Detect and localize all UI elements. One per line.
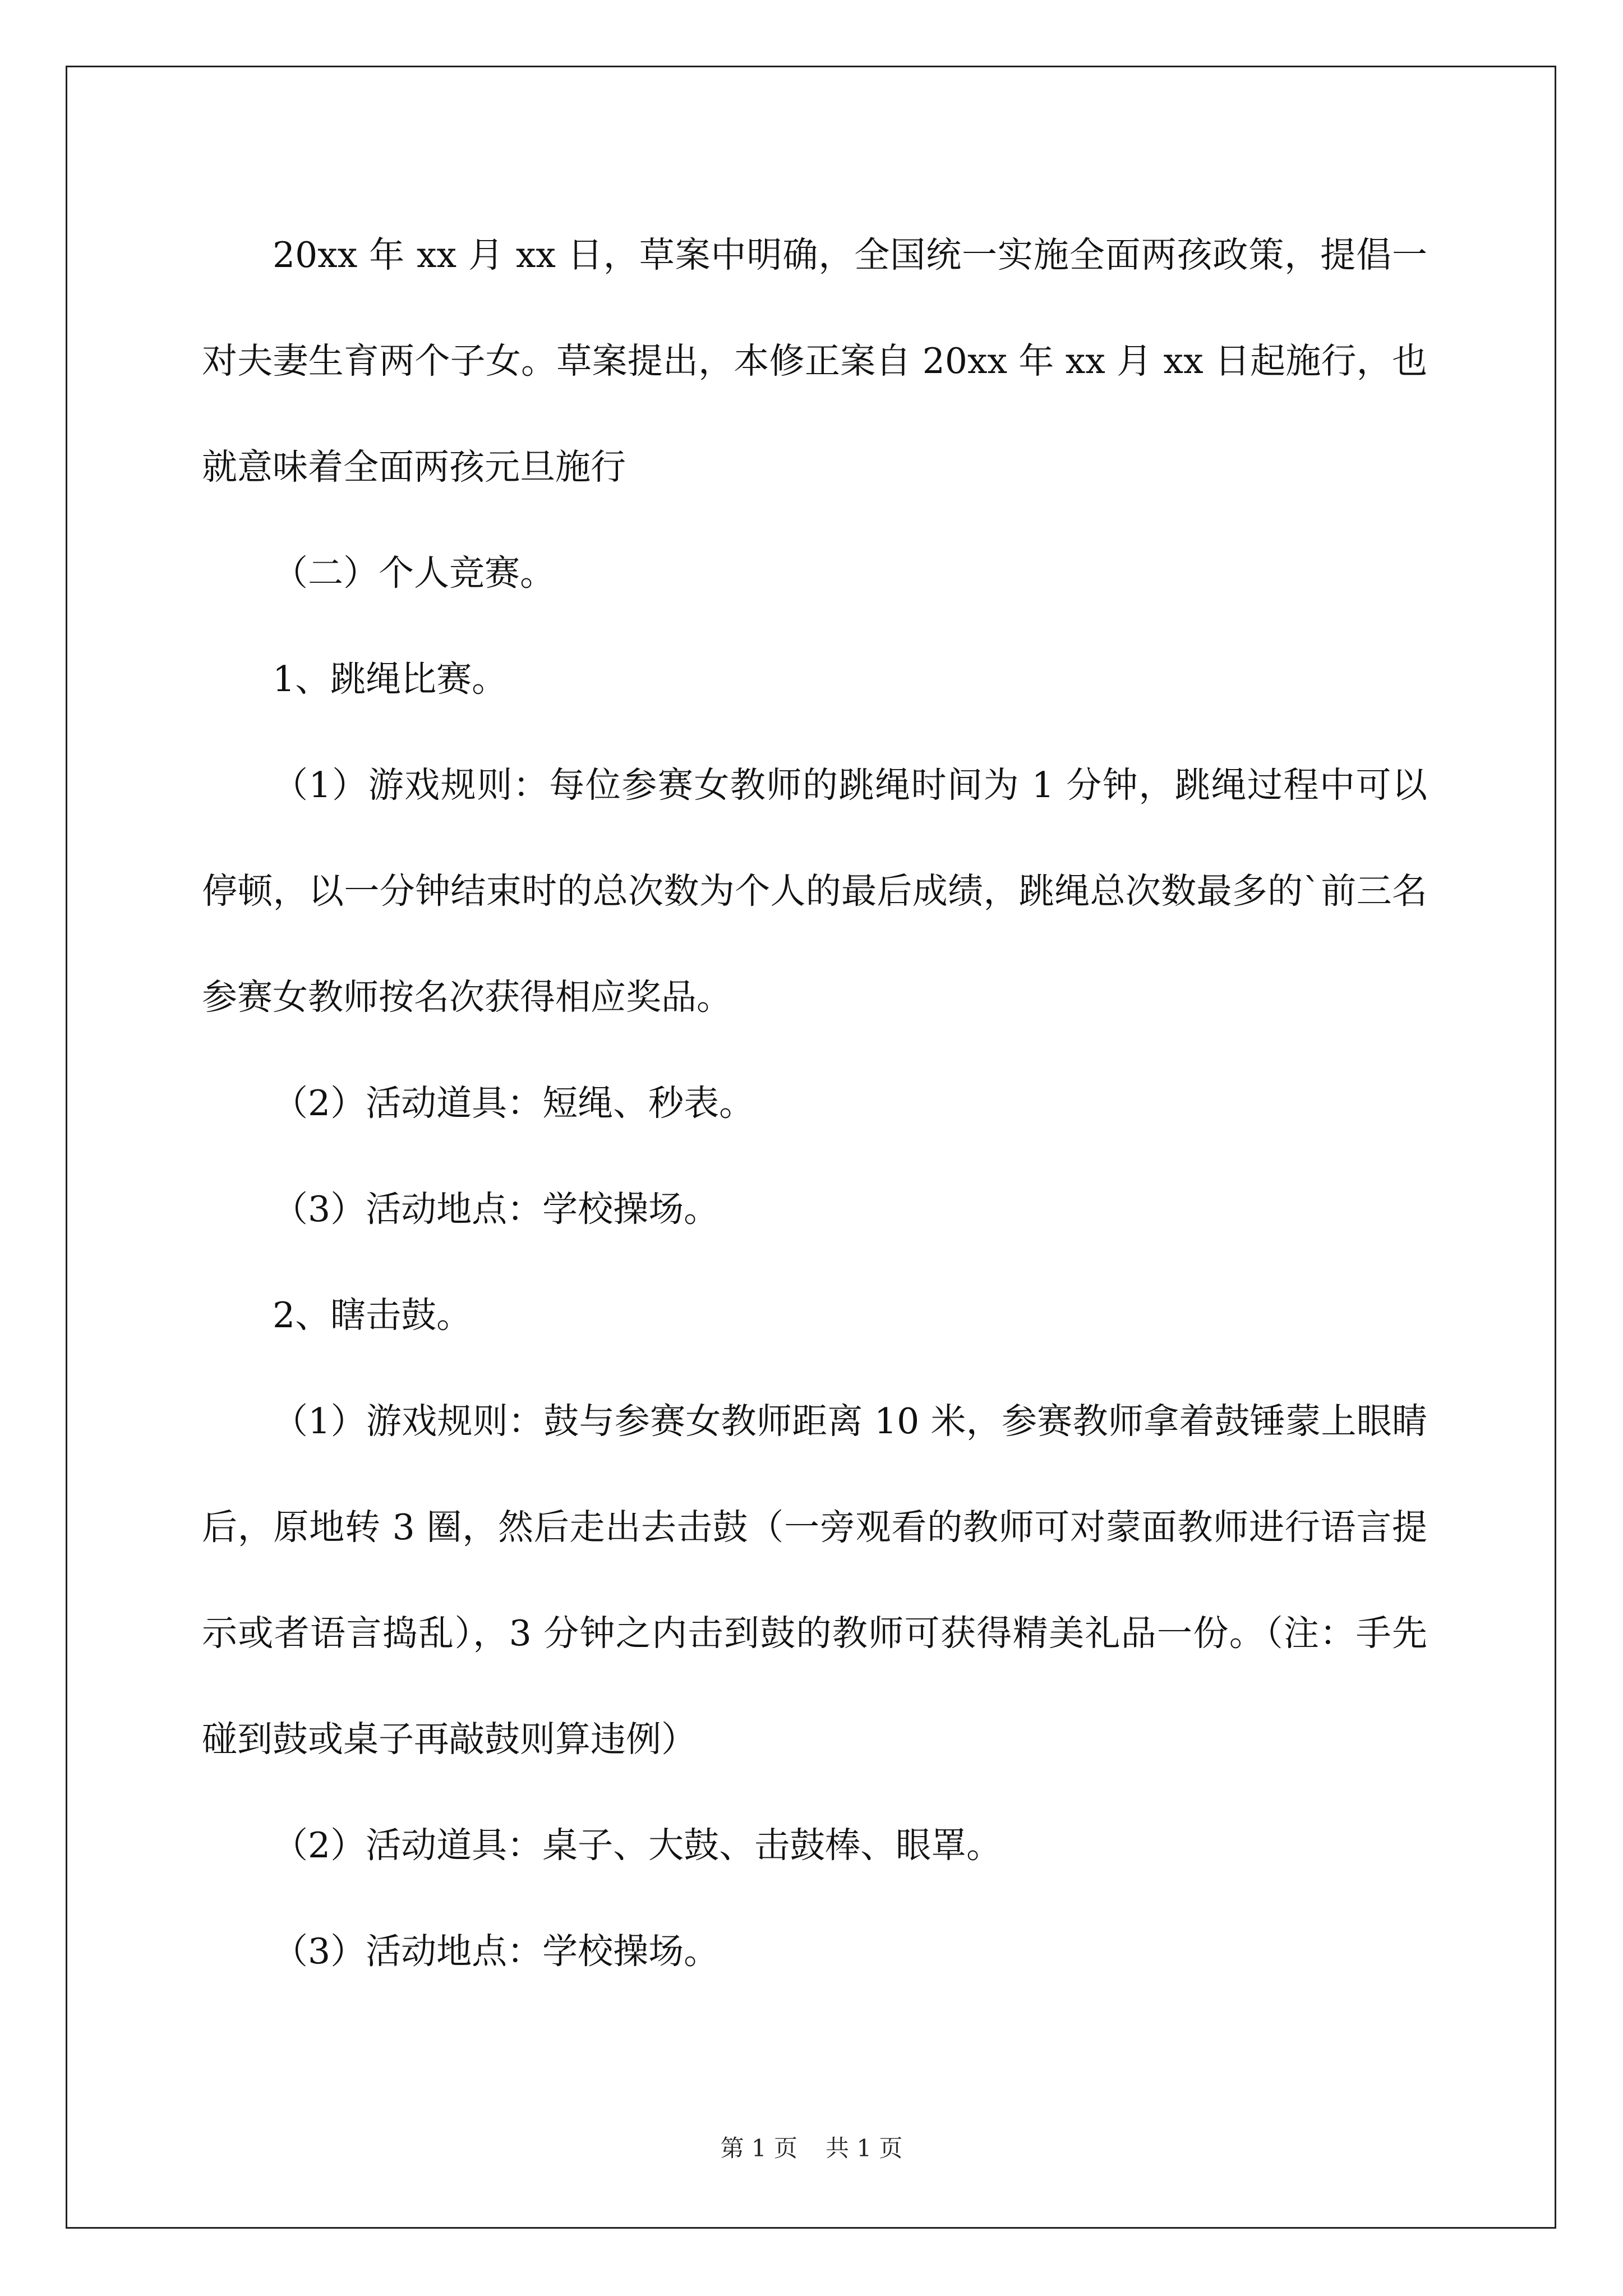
paragraph-jump-rope-rules: （1）游戏规则：每位参赛女教师的跳绳时间为 1 分钟，跳绳过程中可以停顿，以一分钟结束时的总次数为个人的最后成绩，跳绳总次数最多的`前三名参赛女教师按名次获得相应奖品。 xyxy=(202,765,1427,1018)
paragraph-jump-rope-props: （2）活动道具：短绳、秒表。 xyxy=(273,1083,755,1124)
heading-jump-rope: 1、跳绳比赛。 xyxy=(273,659,508,700)
page-footer xyxy=(0,2133,1623,2164)
paragraph-blind-drum-props: （2）活动道具：桌子、大鼓、击鼓棒、眼罩。 xyxy=(273,1825,1002,1866)
paragraph-jump-rope-location: （3）活动地点：学校操场。 xyxy=(273,1189,720,1230)
document-body xyxy=(202,202,1427,2004)
paragraph-policy: 20xx 年 xx 月 xx 日，草案中明确，全国统一实施全面两孩政策，提倡一对夫妻生育两个子女。草案提出，本修正案自 20xx 年 xx 月 xx 日起施行，也就意味着全面两孩元旦施行 xyxy=(202,234,1427,487)
paragraph-blind-drum-rules: （1）游戏规则：鼓与参赛女教师距离 10 米，参赛教师拿着鼓锤蒙上眼睛后，原地转 3 圈，然后走出去击鼓（一旁观看的教师可对蒙面教师进行语言提示或者语言捣乱），3 分钟之内击到鼓的教师可获得精美礼品一份。（注：手先碰到鼓或桌子再敲鼓则算违例） xyxy=(202,1401,1427,1760)
paragraph-blind-drum-location: （3）活动地点：学校操场。 xyxy=(273,1931,720,1972)
page-number: 第 1 页 xyxy=(720,2134,797,2162)
page-total: 共 1 页 xyxy=(826,2134,903,2162)
heading-individual-competition: （二）个人竞赛。 xyxy=(273,553,555,593)
heading-blind-drum: 2、瞎击鼓。 xyxy=(273,1295,472,1336)
